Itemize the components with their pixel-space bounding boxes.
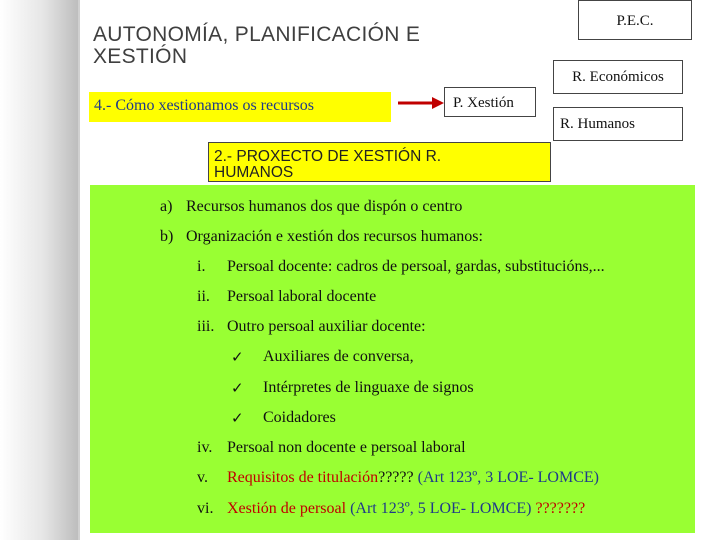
pec-box: P.E.C.	[578, 0, 692, 40]
item-iii-text: Outro persoal auxiliar docente:	[227, 318, 426, 335]
item-v-ref: (Art 123º, 3 LOE- LOMCE)	[413, 469, 599, 486]
item-i-marker: i.	[197, 258, 206, 275]
xestion-box: P. Xestión	[444, 87, 536, 117]
item-v-red: Requisitos de titulación	[227, 469, 379, 486]
humanos-box: R. Humanos	[553, 107, 683, 141]
check-icon: ✓	[231, 348, 244, 366]
item-b-text: Organización e xestión dos recursos humanos:	[186, 228, 483, 245]
decorative-side-bar	[0, 0, 78, 540]
economicos-box: R. Económicos	[553, 60, 683, 94]
item-v-text	[227, 469, 599, 487]
item-ii-text: Persoal laboral docente	[227, 288, 377, 305]
title-line-1: AUTONOMÍA, PLANIFICACIÓN E	[93, 23, 421, 46]
check-icon: ✓	[231, 379, 244, 397]
item-ii-marker: ii.	[197, 288, 210, 305]
title-line-2: XESTIÓN	[93, 45, 188, 68]
item-v-question: ?????	[378, 469, 414, 486]
item-vi-red: Xestión de persoal	[227, 500, 347, 517]
check-item-1: Auxiliares de conversa,	[263, 348, 414, 365]
check-icon: ✓	[231, 409, 244, 427]
slide-title	[93, 24, 513, 68]
item-iv-text: Persoal non docente e persoal laboral	[227, 439, 466, 456]
recursos-label: 4.- Cómo xestionamos os recursos	[89, 92, 391, 122]
right-arrow-icon	[398, 96, 444, 110]
item-vi-ref: (Art 123º, 5 LOE- LOMCE)	[346, 500, 532, 517]
item-vi-text	[227, 500, 585, 518]
check-item-2: Intérpretes de linguaxe de signos	[263, 379, 474, 396]
item-i-text: Persoal docente: cadros de persoal, gardas, substitucións,...	[227, 258, 605, 275]
item-b-marker: b)	[160, 228, 174, 245]
item-iii-marker: iii.	[197, 318, 215, 335]
item-a-text: Recursos humanos dos que dispón o centro	[186, 198, 463, 215]
side-divider	[78, 0, 80, 540]
section-heading	[208, 142, 551, 182]
item-iv-marker: iv.	[197, 439, 213, 456]
heading-line-1: 2.- PROXECTO DE XESTIÓN R.	[214, 148, 442, 165]
item-v-marker: v.	[197, 469, 208, 486]
check-item-3: Coidadores	[263, 409, 336, 426]
item-vi-question: ???????	[531, 500, 586, 517]
heading-line-2: HUMANOS	[214, 164, 294, 181]
item-vi-marker: vi.	[197, 500, 214, 517]
item-a-marker: a)	[160, 198, 173, 215]
